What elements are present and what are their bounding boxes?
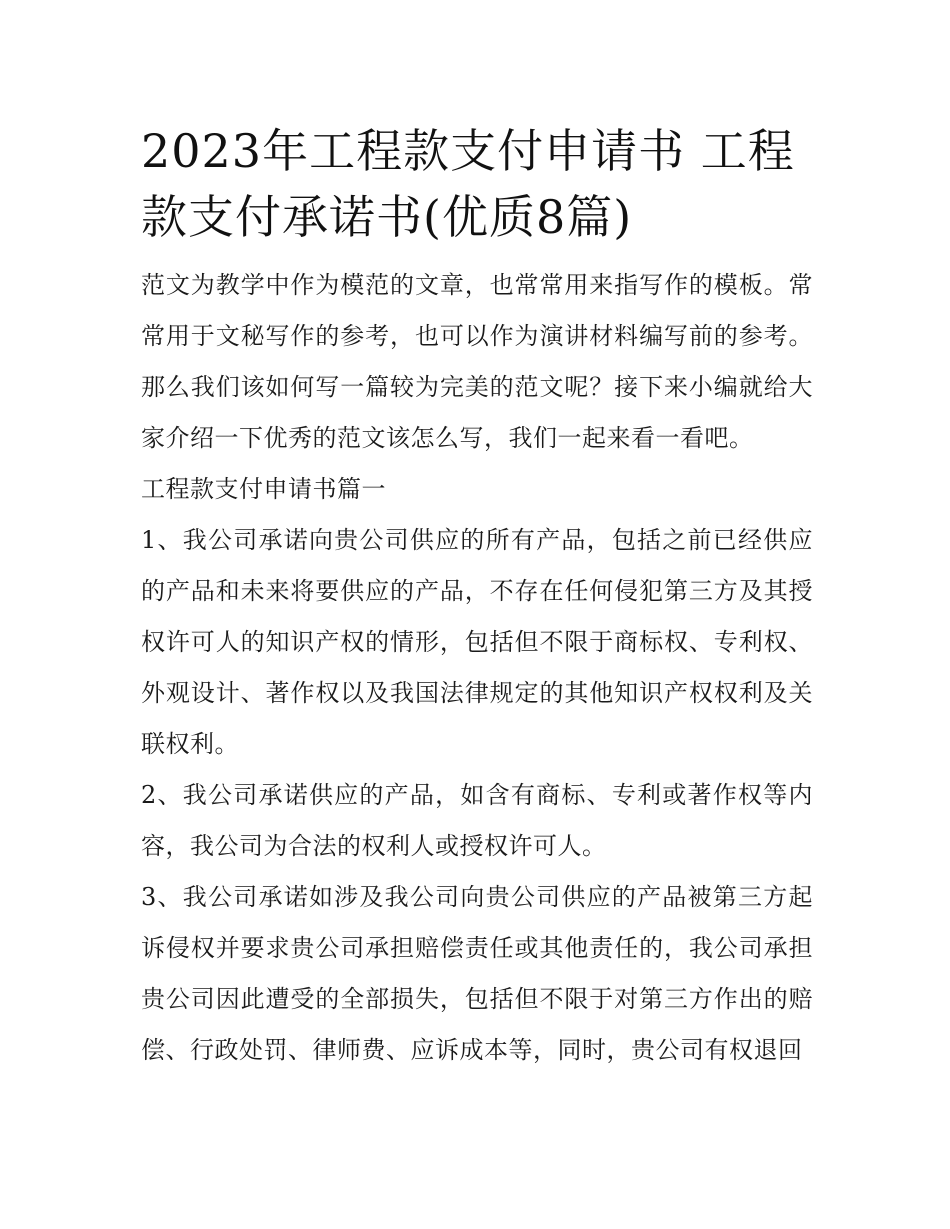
document-body (141, 260, 813, 1076)
document-page (141, 118, 813, 1076)
list-item: 1、我公司承诺向贵公司供应的所有产品，包括之前已经供应的产品和未来将要供应的产品，不存在任何侵犯第三方及其授权许可人的知识产权的情形，包括但不限于商标权、专利权、外观设计、著作权以及我国法律规定的其他知识产权权利及关联权利。 (141, 526, 813, 758)
intro-paragraph: 范文为教学中作为模范的文章，也常常用来指写作的模板。常常用于文秘写作的参考，也可以作为演讲材料编写前的参考。那么我们该如何写一篇较为完美的范文呢？接下来小编就给大家介绍一下优秀的范文该怎么写，我们一起来看一看吧。 (141, 271, 813, 452)
document-title: 2023年工程款支付申请书 工程款支付承诺书(优质8篇) (141, 124, 795, 244)
list-item: 2、我公司承诺供应的产品，如含有商标、专利或著作权等内容，我公司为合法的权利人或授权许可人。 (141, 781, 813, 860)
section-heading: 工程款支付申请书篇一 (141, 475, 386, 503)
list-item: 3、我公司承诺如涉及我公司向贵公司供应的产品被第三方起诉侵权并要求贵公司承担赔偿责任或其他责任的，我公司承担贵公司因此遭受的全部损失，包括但不限于对第三方作出的赔偿、行政处罚、律师费、应诉成本等，同时，贵公司有权退回 (141, 883, 813, 1064)
